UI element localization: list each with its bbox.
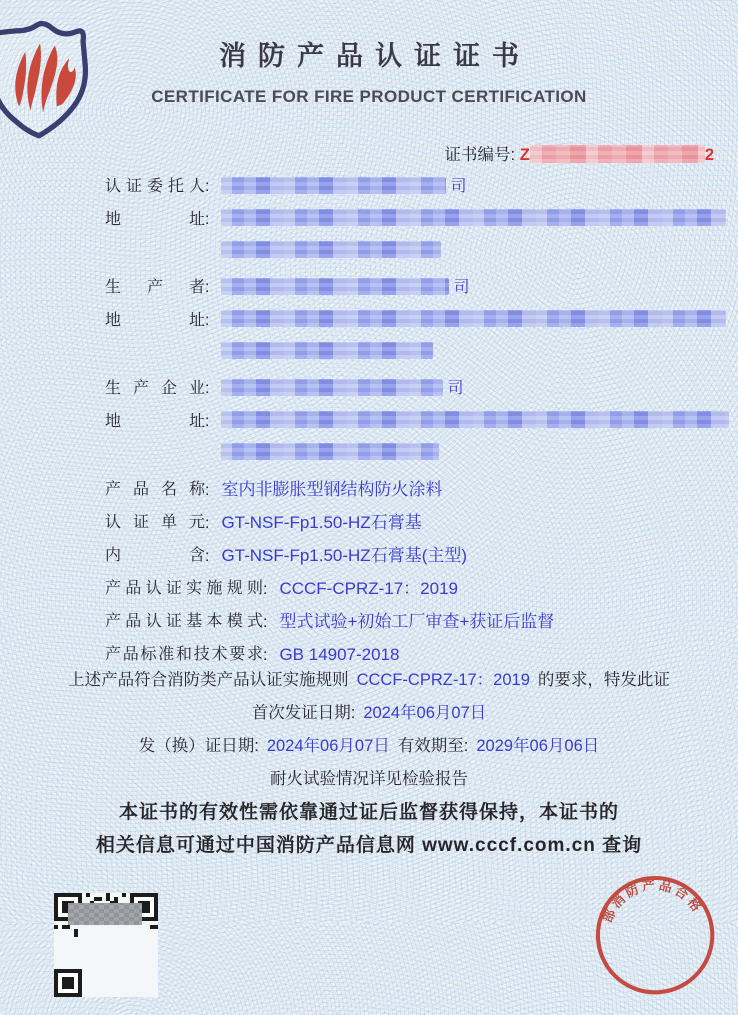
cert-unit-value: GT-NSF-Fp1.50-HZ石膏基	[221, 513, 422, 532]
valid-until-date: 2029年06月06日	[476, 737, 600, 755]
included-models-value: GT-NSF-Fp1.50-HZ石膏基(主型)	[221, 546, 468, 565]
certificate-number-row: 证书编号: Z 2	[444, 146, 714, 164]
redacted-manufacturer-name	[221, 379, 443, 396]
redacted-address	[221, 443, 439, 460]
field-label: 产品认证实施规则	[105, 580, 263, 597]
field-label: 生产企业	[105, 380, 205, 397]
field-row-manufacturer: 生产企业: 司	[105, 372, 730, 405]
red-seal-stamp	[541, 853, 738, 1015]
cert-mode-value: 型式试验+初始工厂审查+获证后监督	[279, 612, 555, 631]
redacted-address	[221, 411, 729, 428]
redacted-address	[221, 310, 726, 327]
lower-block	[0, 664, 738, 862]
field-row-cert-rule: 产品认证实施规则: CCCF-CPRZ-17：2019	[105, 572, 730, 605]
field-row-producer-address: 地址:	[105, 304, 730, 369]
field-label: 生产者	[105, 279, 205, 296]
field-row-product-name: 产品名称: 室内非膨胀型钢结构防火涂料	[105, 473, 730, 506]
field-row-producer: 生产者: 司	[105, 271, 730, 304]
field-value-tail: 司	[447, 380, 464, 397]
validity-notice-line1: 本证书的有效性需依靠通过证后监督获得保持，本证书的	[118, 802, 619, 823]
product-name-value: 室内非膨胀型钢结构防火涂料	[221, 480, 443, 499]
field-value-tail: 司	[450, 178, 467, 195]
statement-rule-code: CCCF-CPRZ-17：2019	[356, 671, 530, 689]
page-subtitle: CERTIFICATE FOR FIRE PRODUCT CERTIFICATION	[151, 87, 587, 106]
field-row-applicant: 认证委托人: 司	[105, 170, 730, 203]
valid-until-label: 有效期至	[397, 737, 464, 755]
issue-date: 2024年06月07日	[266, 737, 390, 755]
header	[0, 0, 738, 107]
field-label: 产品认证基本模式	[105, 613, 263, 630]
field-label: 地址	[105, 211, 205, 228]
field-label: 产品标准和技术要求	[105, 646, 263, 663]
qr-code	[54, 893, 158, 997]
fire-shield-logo	[0, 14, 94, 140]
field-row-applicant-address: 地址:	[105, 203, 730, 268]
first-issue-date: 2024年06月07日	[363, 704, 487, 722]
issue-date-row: 发（换）证日期: 2024年06月07日 有效期至: 2029年06月06日	[138, 737, 600, 755]
product-standard-value: GB 14907-2018	[279, 645, 400, 664]
fire-test-note: 耐火试验情况详见检验报告	[270, 770, 468, 788]
validity-notice-line2: 相关信息可通过中国消防产品信息网 www.cccf.com.cn 查询	[95, 835, 643, 856]
field-row-included-models: 内含: GT-NSF-Fp1.50-HZ石膏基(主型)	[105, 539, 730, 572]
field-label: 产品名称	[105, 481, 205, 498]
field-label: 地址	[105, 312, 205, 329]
first-issue-date-row: 首次发证日期: 2024年06月07日	[251, 704, 487, 722]
seal-arc-text: 部消防产品合格	[599, 877, 707, 925]
redacted-cert-number	[530, 145, 705, 163]
field-label: 认证委托人	[105, 178, 205, 195]
field-label: 内含	[105, 547, 205, 564]
field-label: 认证单元	[105, 514, 205, 531]
conformity-statement: 上述产品符合消防类产品认证实施规则 CCCF-CPRZ-17：2019 的要求，特发此证	[68, 671, 670, 689]
field-label: 地址	[105, 413, 205, 430]
field-row-cert-mode: 产品认证基本模式: 型式试验+初始工厂审查+获证后监督	[105, 605, 730, 638]
field-row-product-standard: 产品标准和技术要求: GB 14907-2018	[105, 638, 730, 671]
cert-rule-value: CCCF-CPRZ-17：2019	[279, 579, 458, 598]
issue-label: 发（换）证日期	[138, 737, 255, 755]
page-title: 消防产品认证证书	[219, 41, 531, 71]
field-row-cert-unit: 认证单元: GT-NSF-Fp1.50-HZ石膏基	[105, 506, 730, 539]
redacted-address	[221, 209, 726, 226]
cert-no-suffix: 2	[704, 146, 714, 164]
field-row-manufacturer-address: 地址:	[105, 405, 730, 470]
redacted-address	[221, 241, 441, 258]
cert-no-label: 证书编号	[444, 146, 511, 164]
field-value-tail: 司	[453, 279, 470, 296]
redacted-producer-name	[221, 278, 449, 295]
certificate-fields	[105, 170, 730, 671]
cert-no-prefix: Z	[519, 146, 530, 164]
redacted-address	[221, 342, 433, 359]
first-issue-label: 首次发证日期	[251, 704, 351, 722]
redacted-applicant-name	[221, 177, 446, 194]
